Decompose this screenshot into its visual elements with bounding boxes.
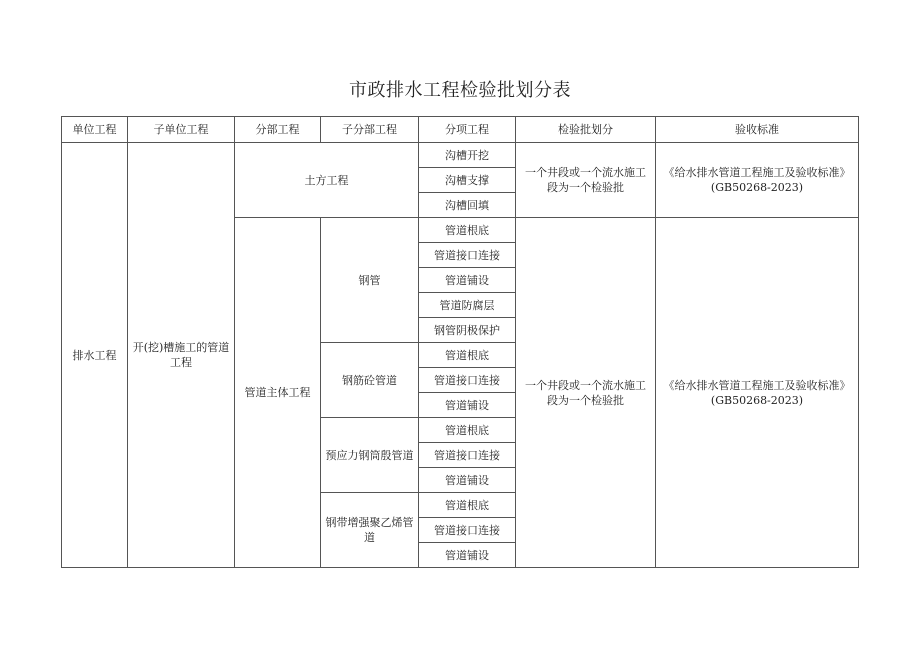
sub-item-cell: 管道接口连接 [419, 443, 516, 468]
page-title: 市政排水工程检验批划分表 [349, 80, 571, 101]
sub-item-cell: 钢管阴极保护 [419, 318, 516, 343]
header-sub-item: 分项工程 [419, 117, 516, 143]
sub-item-cell: 管道铺设 [419, 543, 516, 568]
sub-division-cell: 钢带增强聚乙烯管道 [321, 493, 419, 568]
table-row [62, 143, 859, 168]
header-batch-division: 检验批划分 [516, 117, 656, 143]
sub-item-cell: 管道根底 [419, 343, 516, 368]
header-row [62, 117, 859, 143]
header-sub-division: 子分部工程 [321, 117, 419, 143]
sub-item-cell: 管道防腐层 [419, 293, 516, 318]
unit-project-cell: 排水工程 [62, 143, 128, 568]
header-sub-unit-project: 子单位工程 [128, 117, 235, 143]
sub-item-cell: 管道接口连接 [419, 518, 516, 543]
batch-division-pipeline: 一个井段或一个流水施工段为一个检验批 [516, 218, 656, 568]
sub-item-cell: 管道根底 [419, 218, 516, 243]
sub-unit-project-cell: 开(挖)槽施工的管道工程 [128, 143, 235, 568]
sub-item-cell: 管道根底 [419, 418, 516, 443]
header-unit-project: 单位工程 [62, 117, 128, 143]
header-division: 分部工程 [235, 117, 321, 143]
sub-division-cell: 钢筋砼管道 [321, 343, 419, 418]
sub-item-cell: 管道接口连接 [419, 368, 516, 393]
sub-division-cell: 预应力钢筒殷管道 [321, 418, 419, 493]
sub-item-cell: 沟槽支撑 [419, 168, 516, 193]
sub-item-cell: 管道接口连接 [419, 243, 516, 268]
sub-item-cell: 管道根底 [419, 493, 516, 518]
sub-item-cell: 沟槽开挖 [419, 143, 516, 168]
sub-item-cell: 管道铺设 [419, 468, 516, 493]
inspection-lot-table [61, 116, 859, 568]
sub-item-cell: 沟槽回填 [419, 193, 516, 218]
standard-earthwork: 《给水排水管道工程施工及验收标准》(GB50268-2023) [656, 143, 859, 218]
sub-item-cell: 管道铺设 [419, 393, 516, 418]
sub-division-cell: 钢管 [321, 218, 419, 343]
header-acceptance-standard: 验收标准 [656, 117, 859, 143]
standard-pipeline: 《给水排水管道工程施工及验收标准》(GB50268-2023) [656, 218, 859, 568]
division-pipeline: 管道主体工程 [235, 218, 321, 568]
batch-division-earthwork: 一个井段或一个流水施工段为一个检验批 [516, 143, 656, 218]
division-earthwork: 土方工程 [235, 143, 419, 218]
sub-item-cell: 管道铺设 [419, 268, 516, 293]
